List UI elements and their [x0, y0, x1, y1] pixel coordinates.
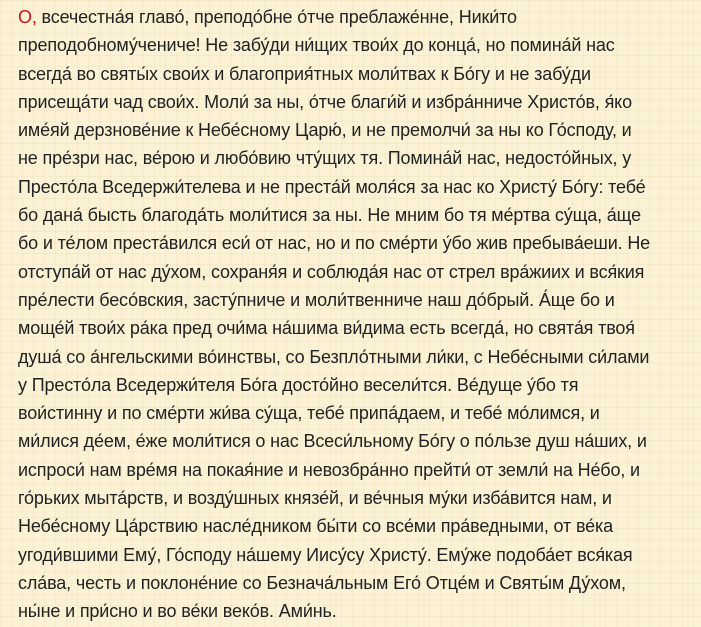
prayer-line-4: присеща́ти чад свои́х. Моли́ за ны, о́тче благи́й и избра́нниче Христо́в, я́ко	[18, 91, 632, 112]
prayer-line-1	[18, 3, 693, 31]
prayer-line-22: ны́не и при́сно и во ве́ки веко́в. Ами́нь.	[18, 601, 337, 622]
prayer-line-18: го́рьких мыта́рств, и возду́шных князе́й, и ве́чныя му́ки изба́вится нам, и	[18, 488, 612, 509]
prayer-line-7: Престо́ла Вседержи́телева и не преста́й моля́ся за нас ко Христу́ Бо́гу: тебе́	[18, 176, 646, 197]
prayer-line-12: моще́й твои́х ра́ка пред очи́ма на́шима ви́дима есть всегда́, но свята́я твоя́	[18, 318, 635, 339]
prayer-line-8: бо дана́ бысть благода́ть моли́тися за ны. Не мним бо тя ме́ртва су́ща, а́ще	[18, 205, 641, 226]
prayer-line-19: Небе́сному Ца́рствию насле́дником бы́ти со все́ми пра́ведными, от ве́ка	[18, 516, 614, 537]
prayer-line-9: бо и те́лом преста́вился еси́ от нас, но и по сме́рти у́бо жив пребыва́еши. Не	[18, 233, 651, 254]
prayer-text	[18, 3, 693, 626]
prayer-line-10: отступа́й от нас ду́хом, сохраня́я и соблюда́я нас от стрел вра́жиих и вся́кия	[18, 261, 645, 282]
prayer-line-3: всегда́ во святы́х свои́х и благоприя́тных моли́твах к Бо́гу и не забу́ди	[18, 63, 591, 84]
prayer-line-5: име́яй дерзнове́ние к Небе́сному Царю́, и не премолчи́ за ны ко Го́споду, и	[18, 120, 632, 141]
prayer-line-11: пре́лести бесо́вския, засту́пниче и моли́твенниче наш до́брый. А́ще бо и	[18, 289, 615, 310]
prayer-line-17: испроси́ нам вре́мя на покая́ние и невозбра́нно прейти́ от земли́ на Не́бо, и	[18, 459, 640, 480]
prayer-line-14: у Престо́ла Вседержи́теля Бо́га досто́йно весели́тся. Ве́дуще у́бо тя	[18, 374, 579, 395]
prayer-line-20: угоди́вшими Ему́, Го́споду на́шему Иису́су Христу́. Ему́же подоба́ет вся́кая	[18, 544, 633, 565]
prayer-line-1-rest: всечестна́я главо́, преподо́бне о́тче преблаже́нне, Ники́то	[36, 7, 517, 27]
prayer-line-2: преподобному́чениче! Не забу́ди ни́щих твои́х до конца́, но помина́й нас	[18, 35, 615, 56]
prayer-line-6: не пре́зри нас, ве́рою и любо́вию чту́щих тя. Помина́й нас, недосто́йных, у	[18, 148, 632, 169]
prayer-line-15: вои́стинну и по сме́рти жи́ва су́ща, тебе́ припа́даем, и тебе́ мо́лимся, и	[18, 403, 600, 424]
prayer-line-13: душа́ со а́нгельскими во́инствы, со Безпло́тными ли́ки, с Небе́сными си́лами	[18, 346, 650, 367]
red-initial: О,	[18, 7, 37, 27]
prayer-line-16: ми́лися де́ем, е́же моли́тися о нас Всеси́льному Бо́гу о по́льзе душ на́ших, и	[18, 431, 647, 452]
prayer-line-21: сла́ва, честь и поклоне́ние со Безнача́льным Его́ Отце́м и Святы́м Ду́хом,	[18, 572, 626, 593]
